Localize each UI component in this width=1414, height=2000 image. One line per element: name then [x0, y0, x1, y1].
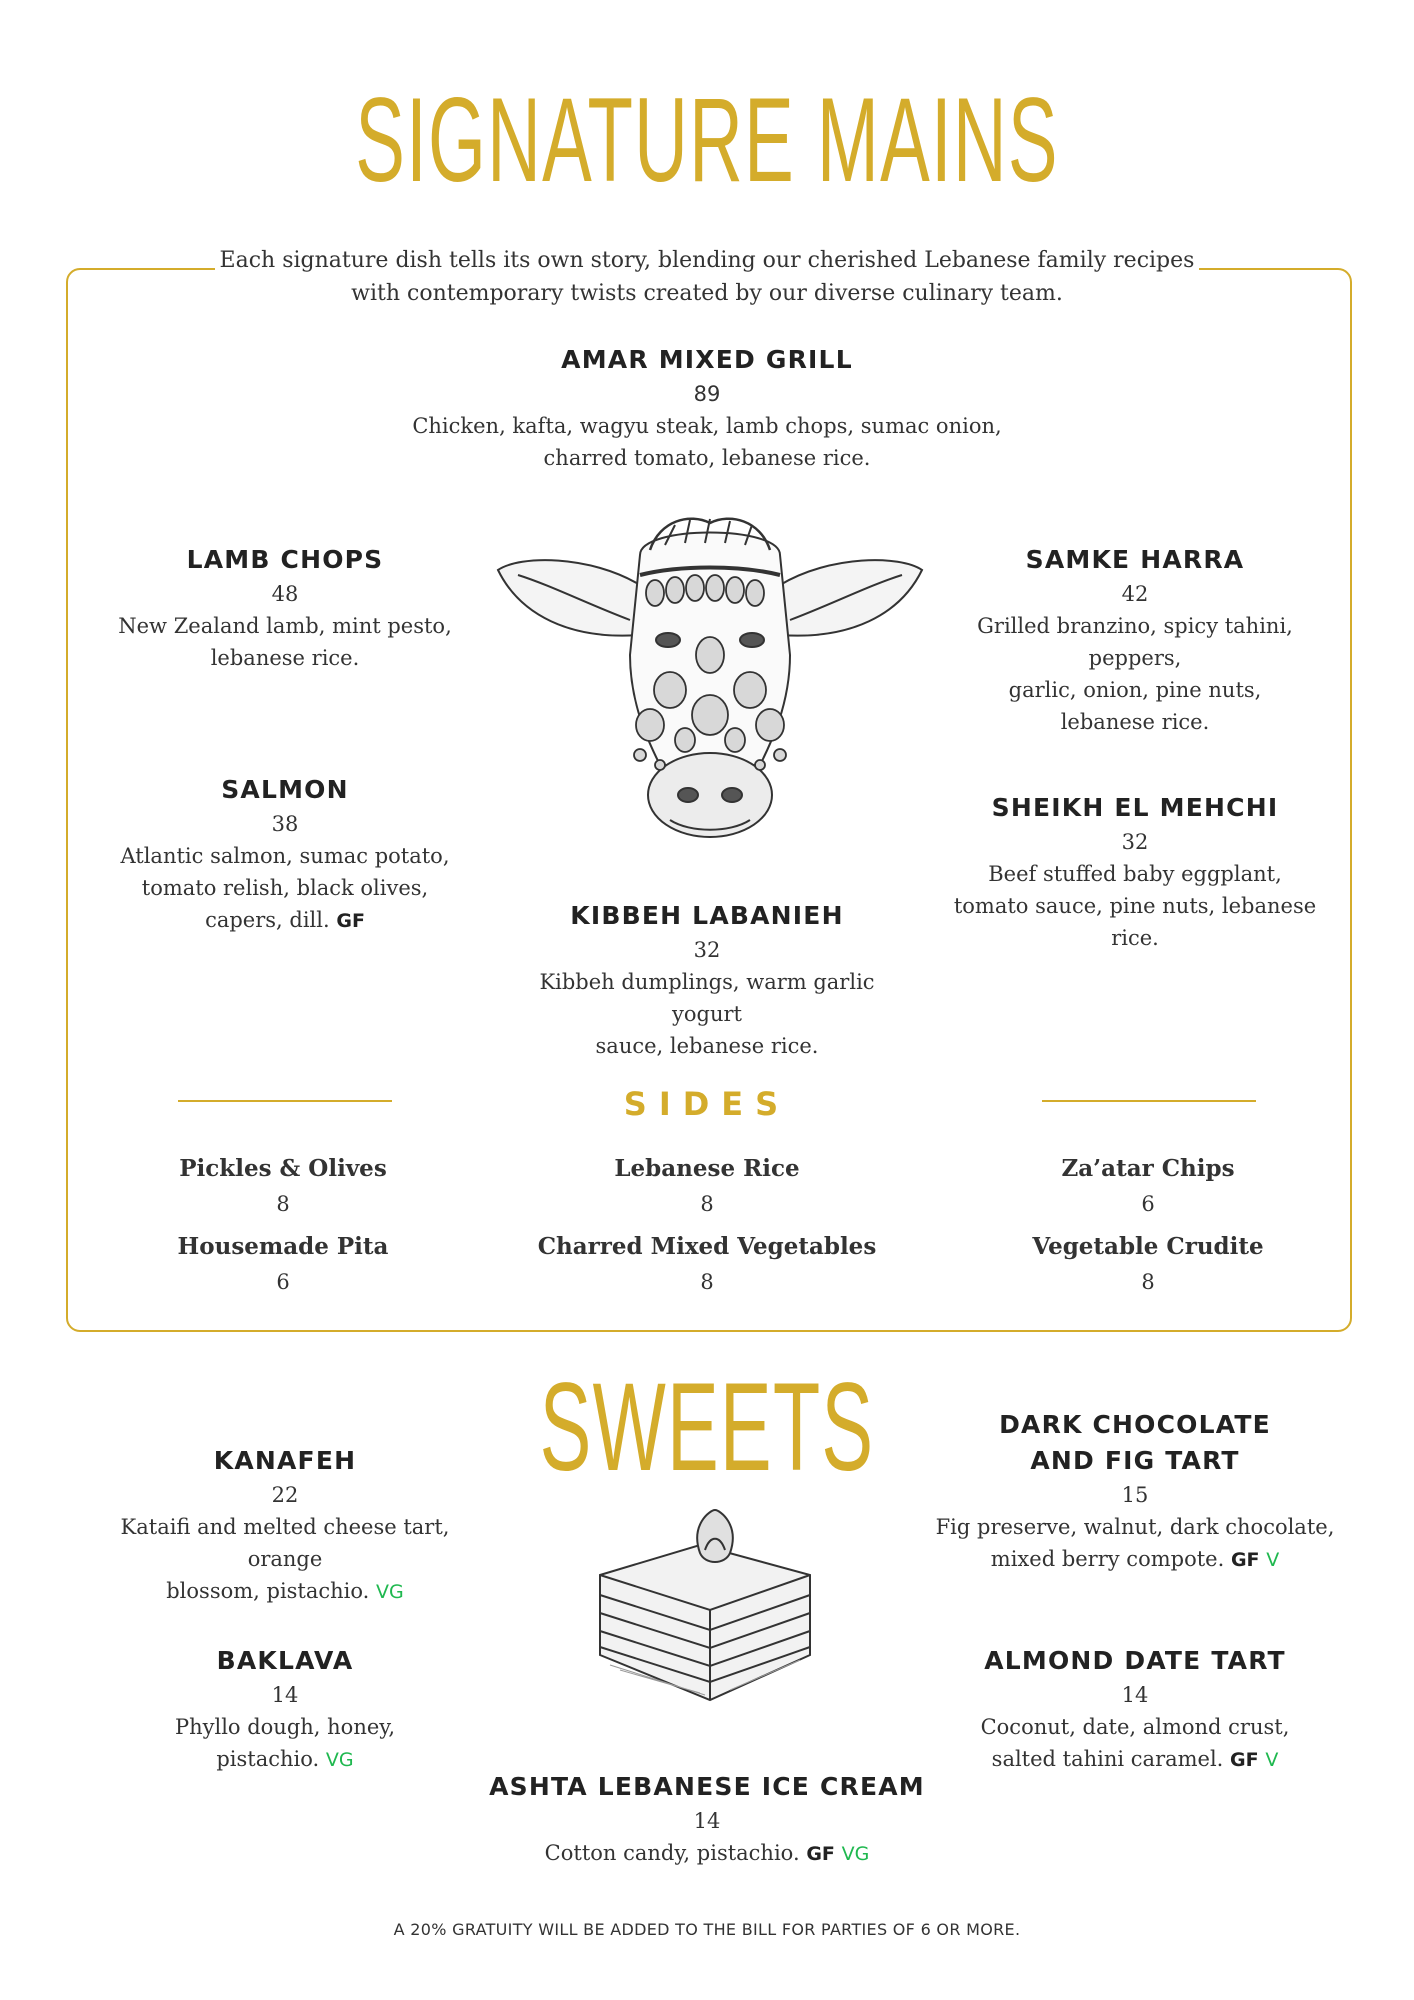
side-item — [968, 1152, 1328, 1222]
item-name-line-2: AND FIG TART — [1030, 1446, 1240, 1475]
item-desc: Atlantic salmon, sumac potato, tomato relish, black olives, capers, dill. GF — [120, 844, 450, 932]
side-name: Lebanese Rice — [614, 1155, 800, 1182]
side-name: Za’atar Chips — [1061, 1155, 1235, 1182]
item-name: KANAFEH — [213, 1446, 357, 1475]
menu-item-sheikh-el-mehchi — [935, 790, 1335, 954]
menu-item-baklava — [110, 1643, 460, 1776]
side-price: 6 — [1141, 1192, 1155, 1216]
gluten-free-tag: GF — [1230, 1549, 1260, 1571]
side-price: 8 — [1141, 1270, 1155, 1294]
intro-text — [215, 244, 1199, 310]
side-item — [103, 1152, 463, 1222]
item-name: SHEIKH EL MEHCHI — [991, 793, 1279, 822]
item-name: LAMB CHOPS — [186, 545, 384, 574]
intro-line-2: with contemporary twists created by our diverse culinary team. — [351, 281, 1063, 306]
item-price: 14 — [693, 1809, 721, 1833]
vegan-tag: V — [1265, 1749, 1279, 1771]
vegetarian-tag: VG — [376, 1581, 404, 1603]
menu-item-kibbeh-labanieh — [507, 898, 907, 1062]
item-desc: Coconut, date, almond crust, salted tahini caramel. GF V — [980, 1715, 1290, 1771]
sides-heading: SIDES — [623, 1085, 791, 1123]
gluten-free-tag: GF — [1230, 1749, 1259, 1771]
menu-item-samke-harra — [940, 542, 1330, 738]
side-price: 8 — [700, 1192, 714, 1216]
item-desc: New Zealand lamb, mint pesto, lebanese rice. — [118, 614, 452, 670]
sweets-title: SWEETS — [539, 1358, 875, 1497]
side-price: 6 — [276, 1270, 290, 1294]
page-title: SIGNATURE MAINS — [355, 73, 1059, 207]
side-name: Charred Mixed Vegetables — [537, 1233, 877, 1260]
item-name-line-1: DARK CHOCOLATE — [999, 1410, 1271, 1439]
menu-item-dark-chocolate-fig-tart — [935, 1407, 1335, 1576]
side-item — [527, 1230, 887, 1300]
item-desc: Phyllo dough, honey, pistachio. VG — [174, 1715, 396, 1771]
side-item — [103, 1230, 463, 1300]
gluten-free-tag: GF — [336, 910, 365, 932]
menu-item-amar-mixed-grill — [407, 342, 1007, 474]
side-item — [527, 1152, 887, 1222]
item-name: BAKLAVA — [216, 1646, 354, 1675]
item-desc: Beef stuffed baby eggplant, tomato sauce, pine nuts, lebanese rice. — [953, 862, 1317, 950]
item-price: 32 — [693, 938, 721, 962]
side-item — [968, 1230, 1328, 1300]
item-price: 38 — [271, 812, 299, 836]
menu-item-ashta-ice-cream — [457, 1769, 957, 1870]
item-name: ASHTA LEBANESE ICE CREAM — [489, 1772, 925, 1801]
item-desc: Chicken, kafta, wagyu steak, lamb chops, sumac onion, charred tomato, lebanese rice. — [412, 414, 1002, 470]
item-price: 14 — [271, 1683, 299, 1707]
item-desc: Kibbeh dumplings, warm garlic yogurt sauce, lebanese rice. — [539, 970, 875, 1058]
item-name: AMAR MIXED GRILL — [561, 345, 853, 374]
item-name: ALMOND DATE TART — [984, 1646, 1286, 1675]
menu-item-salmon — [110, 772, 460, 937]
item-name: KIBBEH LABANIEH — [570, 901, 844, 930]
vegetarian-tag: VG — [841, 1843, 870, 1865]
item-desc: Fig preserve, walnut, dark chocolate, mixed berry compote. GF V — [935, 1515, 1335, 1571]
vegan-tag: V — [1266, 1549, 1280, 1571]
item-price: 48 — [271, 582, 299, 606]
cow-head-illustration — [490, 515, 930, 850]
item-price: 32 — [1121, 830, 1149, 854]
side-name: Vegetable Crudite — [1032, 1233, 1264, 1260]
item-price: 89 — [693, 382, 721, 406]
item-desc: Grilled branzino, spicy tahini, peppers, garlic, onion, pine nuts, lebanese rice. — [977, 614, 1293, 734]
item-name: SAMKE HARRA — [1025, 545, 1245, 574]
item-desc: Kataifi and melted cheese tart, orange blossom, pistachio. VG — [120, 1515, 450, 1603]
item-price: 14 — [1121, 1683, 1149, 1707]
gratuity-note: A 20% GRATUITY WILL BE ADDED TO THE BILL FOR PARTIES OF 6 OR MORE. — [393, 1920, 1021, 1939]
side-name: Housemade Pita — [177, 1233, 389, 1260]
vegetarian-tag: VG — [325, 1749, 354, 1771]
gluten-free-tag: GF — [806, 1843, 835, 1865]
item-price: 15 — [1121, 1483, 1149, 1507]
side-price: 8 — [700, 1270, 714, 1294]
baklava-illustration — [580, 1505, 830, 1715]
intro-line-1: Each signature dish tells its own story, blending our cherished Lebanese family recipes — [219, 248, 1195, 273]
item-price: 42 — [1121, 582, 1149, 606]
item-price: 22 — [271, 1483, 299, 1507]
menu-item-kanafeh — [85, 1443, 485, 1608]
item-desc: Cotton candy, pistachio. GF VG — [544, 1841, 870, 1865]
side-price: 8 — [276, 1192, 290, 1216]
item-name: SALMON — [221, 775, 349, 804]
side-name: Pickles & Olives — [179, 1155, 387, 1182]
menu-item-almond-date-tart — [935, 1643, 1335, 1776]
menu-item-lamb-chops — [110, 542, 460, 674]
